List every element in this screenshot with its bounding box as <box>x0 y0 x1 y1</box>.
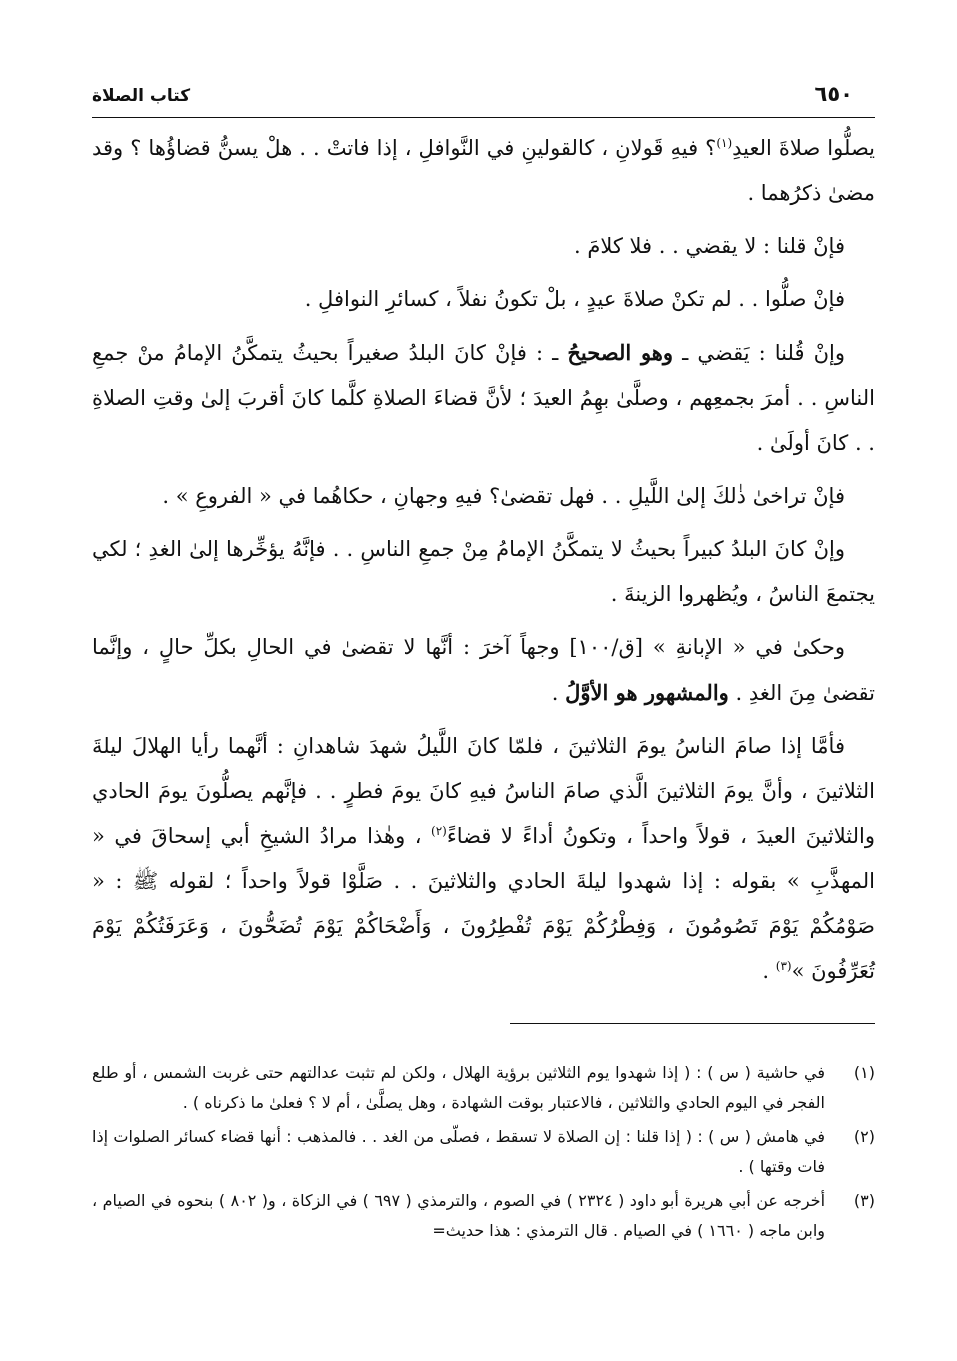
footnote <box>92 1186 875 1246</box>
paragraph-2: فإنْ قلنا : لا يقضي . . فلا كلامَ . <box>573 234 845 258</box>
footnote-ref-1: (١) <box>716 136 733 150</box>
bold-phrase: والمشهور هو الأوَّلُ <box>565 680 729 705</box>
footnote-ref-2: (٢) <box>431 824 447 838</box>
footnote-text: أخرجه عن أبي هريرة أبو داود ( ٢٣٢٤ ) في الصوم ، والترمذي ( ٦٩٧ ) في الزكاة ، و( ٨٠٢ ) بنحوه في الصيام ، وابن ماجه ( ١٦٦٠ ) في الصيام . قال الترمذي : هذا حديث= <box>92 1191 826 1240</box>
paragraph-1: يصلُّوا صلاةَ العيدِ$^{(١)}$؟ فيهِ قَولانِ ، كالقولينِ في النَّوافلِ ، إذا فاتتْ . . هلْ يسنُّ قضاؤُها ؟ وقد مضىٰ ذكرُهما . <box>92 136 876 205</box>
paragraph-7: وحكىٰ في « الإبانةِ » [ق/١٠٠] وجهاً آخرَ : أنَّها لا تقضىٰ في الحالِ بكلِّ حالٍ ، وإنَّما تقضىٰ مِنَ الغدِ . والمشهور هو الأوَّلُ . <box>92 635 875 705</box>
bold-phrase: وهو الصحيحُ <box>567 340 674 365</box>
page-number: ٦٥٠ <box>814 82 853 106</box>
footnote-divider <box>510 1023 875 1024</box>
paragraph-3: فإنْ صلُّوا . . لم تكنْ صلاةَ عيدٍ ، بلْ تكونُ نفلاً ، كسائرِ النوافلِ . <box>304 287 845 311</box>
paragraph-5: فإنْ تراخىٰ ذٰلكَ إلىٰ اللَّيلِ . . فهل تقضىٰ؟ فيهِ وجهانِ ، حكاهُما في « الفروعِ » . <box>162 484 845 508</box>
main-text <box>92 126 875 1002</box>
footnotes <box>92 1058 875 1250</box>
paragraph-6: وإنْ كانَ البلدُ كبيراً بحيثُ لا يتمكَّنُ الإمامُ مِنْ جمعِ الناسِ . . فإنَّهُ يؤخِّرها إلىٰ الغدِ ؛ لكي يجتمعَ الناسُ ، ويُظهروا الزينةَ . <box>92 537 875 606</box>
paragraph-8: فأمَّا إذا صامَ الناسُ يومَ الثلاثينَ ، فلمّا كانَ اللَّيلُ شهدَ شاهدانِ : أنَّهما رأيا الهلالَ ليلةَ الثلاثينَ ، وأنَّ يومَ الثلاثينَ الَّذي صامَ الناسُ فيهِ كانَ يومَ فطرٍ . . فإنَّهم يصلُّونَ يومَ الحادي والثلاثينَ العيدَ ، قولاً واحداً ، وتكونُ أداءً لا قضاءً$^{(٢)}$ ، وهٰذا مرادُ الشيخِ أبي إسحاقَ في « المهذَّبِ » بقوله : إذا شهدوا ليلةَ الحادي والثلاثينَ . . صَلَّوْا قولاً واحداً ؛ لقوله ﷺ : « صَوْمُكُمْ يَوْمَ تَصُومُونَ ، وَفِطْرُكُمْ يَوْمَ تُفْطِرُونَ ، وَأَضْحَاكُمْ يَوْمَ تُضَحُّونَ ، وَعَرَفَتُكُمْ يَوْمَ تُعَرِّفُونَ »$^{(٣)}$ . <box>92 734 875 983</box>
footnote <box>92 1122 875 1182</box>
footnote-number: (٢) <box>853 1127 875 1146</box>
running-title: كتاب الصلاة <box>92 86 191 106</box>
page-header <box>92 82 875 114</box>
paragraph-4: وإنْ قُلنا : يَقضي ـ وهو الصحيحُ ـ : فإنْ كانَ البلدُ صغيراً بحيثُ يتمكَّنُ الإمامُ منْ جمعِ الناسِ . . أمرَ بجمعِهم ، وصلَّىٰ بهِمُ العيدَ ؛ لأنَّ قضاءَ الصلاةِ كلَّما كانَ أقربَ إلىٰ وقتِ الصلاةِ . . كانَ أولَىٰ . <box>92 340 875 455</box>
footnote-number: (١) <box>853 1063 875 1082</box>
footnote-ref-3: (٣) <box>775 959 792 973</box>
footnote <box>92 1058 875 1118</box>
footnote-text: في حاشية ( س ) : ( إذا شهدوا يوم الثلاثين برؤية الهلال ، ولكن لم تثبت عدالتهم حتى غربت الشمس ، أو طلع الفجر في اليوم الحادي والثلاثين ، فالاعتبار بوقت الشهادة ، وهل يصلَّىٰ ، أم لا ؟ فعلىٰ ما ذكرناه ) . <box>92 1063 825 1112</box>
header-divider <box>92 117 875 118</box>
footnote-number: (٣) <box>853 1191 875 1210</box>
footnote-text: في هامش ( س ) : ( إذا قلنا : إن الصلاة لا تسقط ، فصلّى من الغد . . فالمذهب : أنها قضاء كسائر الصلوات إذا فات وقتها ) . <box>92 1127 825 1176</box>
